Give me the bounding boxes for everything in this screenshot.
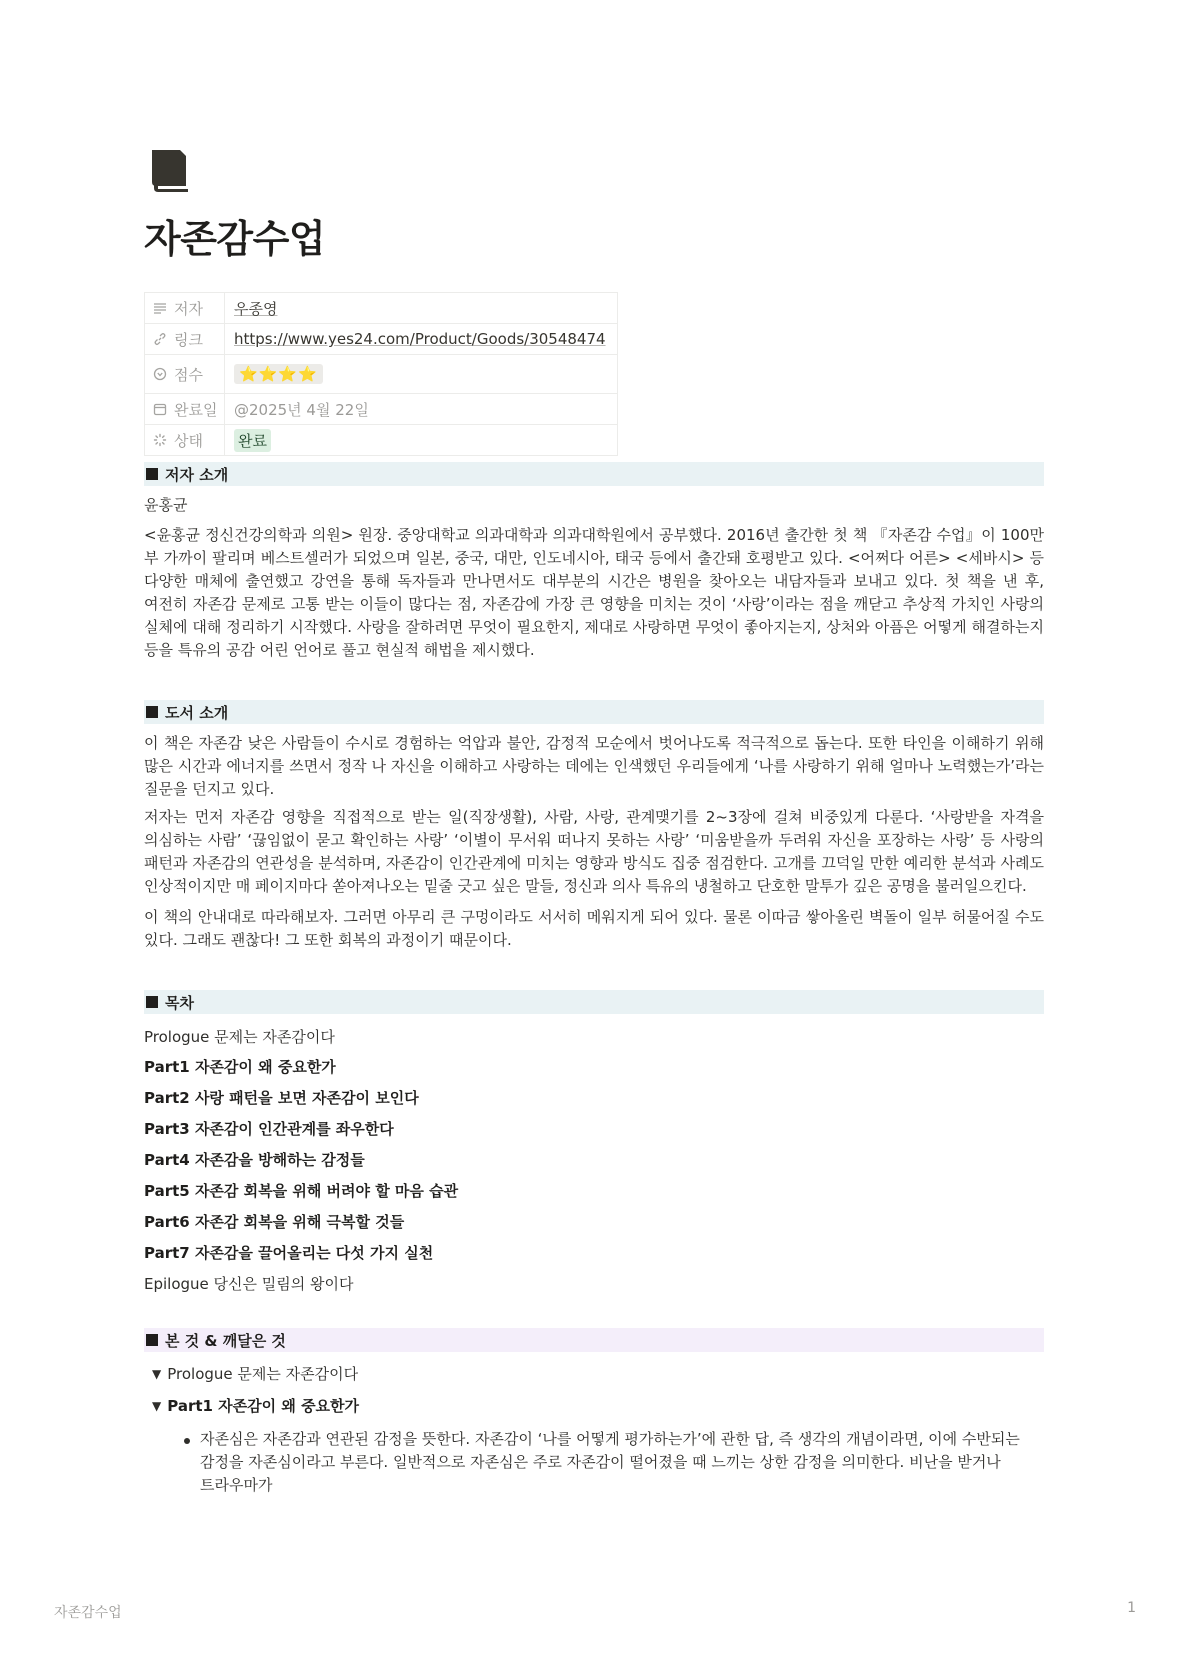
footer-title: 자존감수업 [54, 1605, 122, 1621]
toggle-part1[interactable]: ▼ Part1 자존감이 왜 중요한가 [152, 1397, 360, 1415]
author-value[interactable]: 우종영 [234, 299, 278, 318]
property-label: 링크 [174, 330, 203, 349]
black-square-icon [146, 996, 158, 1008]
property-completed[interactable] [145, 394, 617, 425]
toc-item: Part4 자존감을 방해하는 감정들 [144, 1151, 365, 1169]
score-stars[interactable]: ⭐⭐⭐⭐ [234, 364, 323, 384]
author-intro-body: <윤홍균 정신건강의학과 의원> 원장. 중앙대학교 의과대학과 의과대학원에서 공부했다. 2016년 출간한 첫 책 『자존감 수업』이 100만 부 가까이 팔리며 베스트셀러가 되었으며 일본, 중국, 대만, 인도네시아, 태국 등에서 출간돼 호평받고 있다. <어쩌다 어른> <세바시> 등 다양한 매체에 출연했고 강연을 통해 독자들과 만나면서도 대부분의 시간은 병원을 찾아오는 내담자들과 보내고 있다. 첫 책을 낸 후, 여전히 자존감 문제로 고통 받는 이들이 많다는 점, 자존감에 가장 큰 영향을 미치는 것이 ‘사랑’이라는 점을 깨닫고 추상적 가치인 사랑의 실체에 대해 정리하기 시작했다. 사랑을 잘하려면 무엇이 필요한지, 제대로 사랑하면 무엇이 좋아지는지, 상처와 아픔은 어떻게 해결하는지 등을 특유의 공감 어린 언어로 풀고 현실적 해법을 제시했다. [144, 526, 1044, 659]
toc-item: Prologue 문제는 자존감이다 [144, 1028, 335, 1046]
property-label: 저자 [174, 299, 203, 318]
toggle-open-icon[interactable]: ▼ [152, 1398, 162, 1413]
toggle-prologue[interactable]: ▼ Prologue 문제는 자존감이다 [152, 1365, 359, 1383]
book-intro-paragraph: 이 책은 자존감 낮은 사람들이 수시로 경험하는 억압과 불안, 감정적 모순에서 벗어나도록 적극적으로 돕는다. 또한 타인을 이해하기 위해 많은 시간과 에너지를 쓰면서 정작 나 자신을 이해하고 사랑하는 데에는 인색했던 우리들에게 ‘나를 사랑하기 위해 얼마나 노력했는가’라는 질문을 던지고 있다. [144, 734, 1044, 798]
toc-item: Part2 사랑 패턴을 보면 자존감이 보인다 [144, 1089, 419, 1107]
page-number: 1 [1127, 1600, 1136, 1616]
property-author[interactable] [145, 293, 617, 324]
status-spinner-icon [153, 433, 167, 447]
note-bullet: 자존심은 자존감과 연관된 감정을 뜻한다. 자존감이 ‘나를 어떻게 평가하는가’에 관한 답, 즉 생각의 개념이라면, 이에 수반되는 감정을 자존심이라고 부른다. 일반적으로 자존심은 주로 자존감이 떨어졌을 때 느끼는 상한 감정을 의미한다. 비난을 받거나 트라우마가 [200, 1430, 1020, 1494]
calendar-icon [153, 402, 167, 416]
property-label: 완료일 [174, 400, 218, 419]
page-title: 자존감수업 [144, 217, 326, 261]
property-score[interactable] [145, 355, 617, 394]
toc-item: Part7 자존감을 끌어올리는 다섯 가지 실천 [144, 1244, 434, 1262]
black-square-icon [146, 1334, 158, 1346]
text-lines-icon [153, 301, 167, 315]
completed-date[interactable]: @2025년 4월 22일 [234, 400, 369, 419]
toc-item: Part6 자존감 회복을 위해 극복할 것들 [144, 1213, 405, 1231]
properties-table [144, 292, 618, 456]
toc-heading: 목차 [144, 990, 1044, 1014]
black-square-icon [146, 468, 158, 480]
toc-item: Part1 자존감이 왜 중요한가 [144, 1058, 336, 1076]
property-link[interactable] [145, 324, 617, 355]
property-status[interactable] [145, 425, 617, 455]
property-label: 상태 [174, 431, 203, 450]
bullet-icon [184, 1438, 190, 1444]
toc-item: Epilogue 당신은 밀림의 왕이다 [144, 1275, 354, 1293]
book-intro-paragraph: 이 책의 안내대로 따라해보자. 그러면 아무리 큰 구멍이라도 서서히 메워지게 되어 있다. 물론 이따금 쌓아올린 벽돌이 일부 허물어질 수도 있다. 그래도 괜찮다! 그 또한 회복의 과정이기 때문이다. [144, 908, 1044, 949]
link-value[interactable]: https://www.yes24.com/Product/Goods/30548474 [234, 330, 606, 348]
select-icon [153, 367, 167, 381]
toggle-open-icon[interactable]: ▼ [152, 1366, 162, 1381]
property-label: 점수 [174, 365, 203, 384]
author-name: 윤홍균 [144, 496, 188, 514]
book-intro-paragraph: 저자는 먼저 자존감 영향을 직접적으로 받는 일(직장생활), 사람, 사랑, 관계맺기를 2~3장에 걸쳐 비중있게 다룬다. ‘사랑받을 자격을 의심하는 사람’ ‘끊임없이 묻고 확인하는 사랑’ ‘이별이 무서워 떠나지 못하는 사랑’ ‘미움받을까 두려워 자신을 포장하는 사랑’ 등 사랑의 패턴과 자존감의 연관성을 분석하며, 자존감이 인간관계에 미치는 영향과 방식도 집중 점검한다. 고개를 끄덕일 만한 예리한 분석과 사례도 인상적이지만 매 페이지마다 쏟아져나오는 밑줄 긋고 싶은 말들, 정신과 의사 특유의 냉철하고 단호한 말투가 깊은 공명을 불러일으킨다. [144, 808, 1044, 895]
book-icon[interactable] [150, 148, 192, 194]
status-badge[interactable]: 완료 [234, 429, 271, 452]
notes-heading: 본 것 & 깨달은 것 [144, 1328, 1044, 1352]
toc-item: Part5 자존감 회복을 위해 버려야 할 마음 습관 [144, 1182, 459, 1200]
black-square-icon [146, 706, 158, 718]
author-intro-heading: 저자 소개 [144, 462, 1044, 486]
toc-item: Part3 자존감이 인간관계를 좌우한다 [144, 1120, 394, 1138]
book-intro-heading: 도서 소개 [144, 700, 1044, 724]
link-icon [153, 332, 167, 346]
